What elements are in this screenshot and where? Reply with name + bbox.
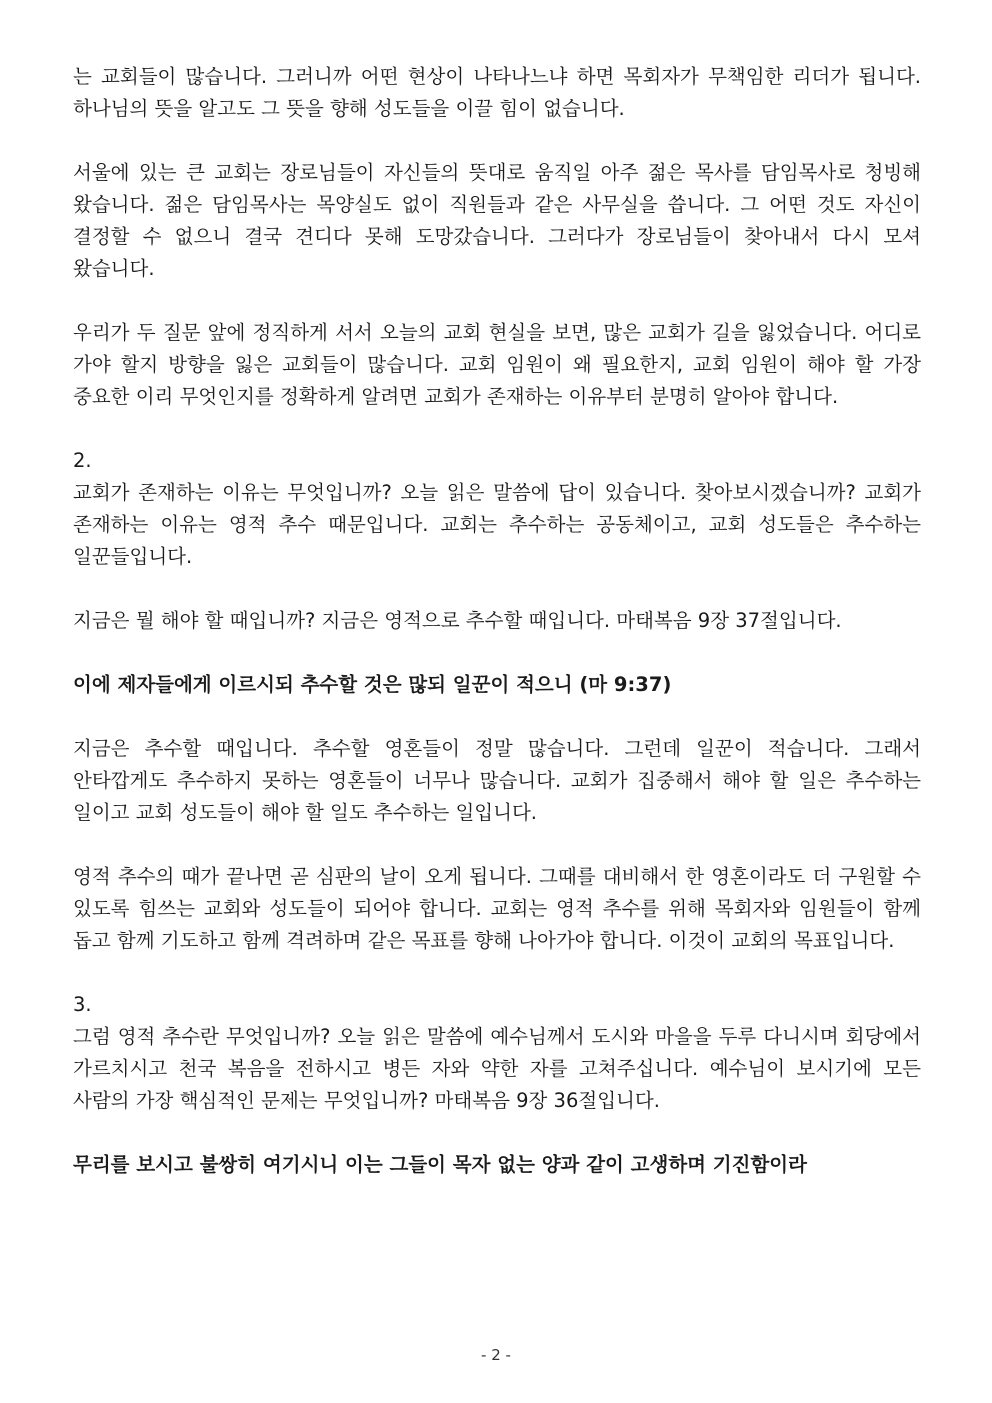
- scripture-quote-2: 무리를 보시고 불쌍히 여기시니 이는 그들이 목자 없는 양과 같이 고생하며 기진함이라: [73, 1153, 807, 1176]
- paragraph-2: 서울에 있는 큰 교회는 장로님들이 자신들의 뜻대로 움직일 아주 젊은 목사를 담임목사로 청빙해 왔습니다. 젊은 담임목사는 목양실도 없이 직원들과 같은 사무실을 씁니다. 그 어떤 것도 자신이 결정할 수 없으니 결국 견디다 못해 도망갔습니다. 그러다가 장로님들이 찾아내서 다시 모셔 왔습니다.: [73, 161, 921, 280]
- paragraph-3: 우리가 두 질문 앞에 정직하게 서서 오늘의 교회 현실을 보면, 많은 교회가 길을 잃었습니다. 어디로 가야 할지 방향을 잃은 교회들이 많습니다. 교회 임원이 왜 필요한지, 교회 임원이 해야 할 가장 중요한 이리 무엇인지를 정확하게 알려면 교회가 존재하는 이유부터 분명히 알아야 합니다.: [73, 321, 921, 408]
- paragraph-1: 는 교회들이 많습니다. 그러니까 어떤 현상이 나타나느냐 하면 목회자가 무책임한 리더가 됩니다. 하나님의 뜻을 알고도 그 뜻을 향해 성도들을 이끌 힘이 없습니다.: [73, 65, 921, 120]
- paragraph-6: 지금은 추수할 때입니다. 추수할 영혼들이 정말 많습니다. 그런데 일꾼이 적습니다. 그래서 안타깝게도 추수하지 못하는 영혼들이 너무나 많습니다. 교회가 집중해서 해야 할 일은 추수하는 일이고 교회 성도들이 해야 할 일도 추수하는 일입니다.: [73, 737, 921, 824]
- document-body: [73, 61, 921, 1213]
- page-number: - 2 -: [481, 1346, 511, 1364]
- scripture-quote-1: 이에 제자들에게 이르시되 추수할 것은 많되 일꾼이 적으니 (마 9:37): [73, 673, 672, 696]
- paragraph-7: 영적 추수의 때가 끝나면 곧 심판의 날이 오게 됩니다. 그때를 대비해서 한 영혼이라도 더 구원할 수 있도록 힘쓰는 교회와 성도들이 되어야 합니다. 교회는 영적 추수를 위해 목회자와 임원들이 함께 돕고 함께 기도하고 함께 격려하며 같은 목표를 향해 나아가야 합니다. 이것이 교회의 목표입니다.: [73, 865, 921, 952]
- section-number-2: 2.: [73, 449, 92, 472]
- section-number-3: 3.: [73, 993, 92, 1016]
- paragraph-5: 지금은 뭘 해야 할 때입니까? 지금은 영적으로 추수할 때입니다. 마태복음 9장 37절입니다.: [73, 609, 842, 632]
- paragraph-8: 그럼 영적 추수란 무엇입니까? 오늘 읽은 말씀에 예수님께서 도시와 마을을 두루 다니시며 회당에서 가르치시고 천국 복음을 전하시고 병든 자와 약한 자를 고쳐주십니다. 예수님이 보시기에 모든 사람의 가장 핵심적인 문제는 무엇입니까? 마태복음 9장 36절입니다.: [73, 1025, 921, 1112]
- paragraph-4: 교회가 존재하는 이유는 무엇입니까? 오늘 읽은 말씀에 답이 있습니다. 찾아보시겠습니까? 교회가 존재하는 이유는 영적 추수 때문입니다. 교회는 추수하는 공동체이고, 교회 성도들은 추수하는 일꾼들입니다.: [73, 481, 921, 568]
